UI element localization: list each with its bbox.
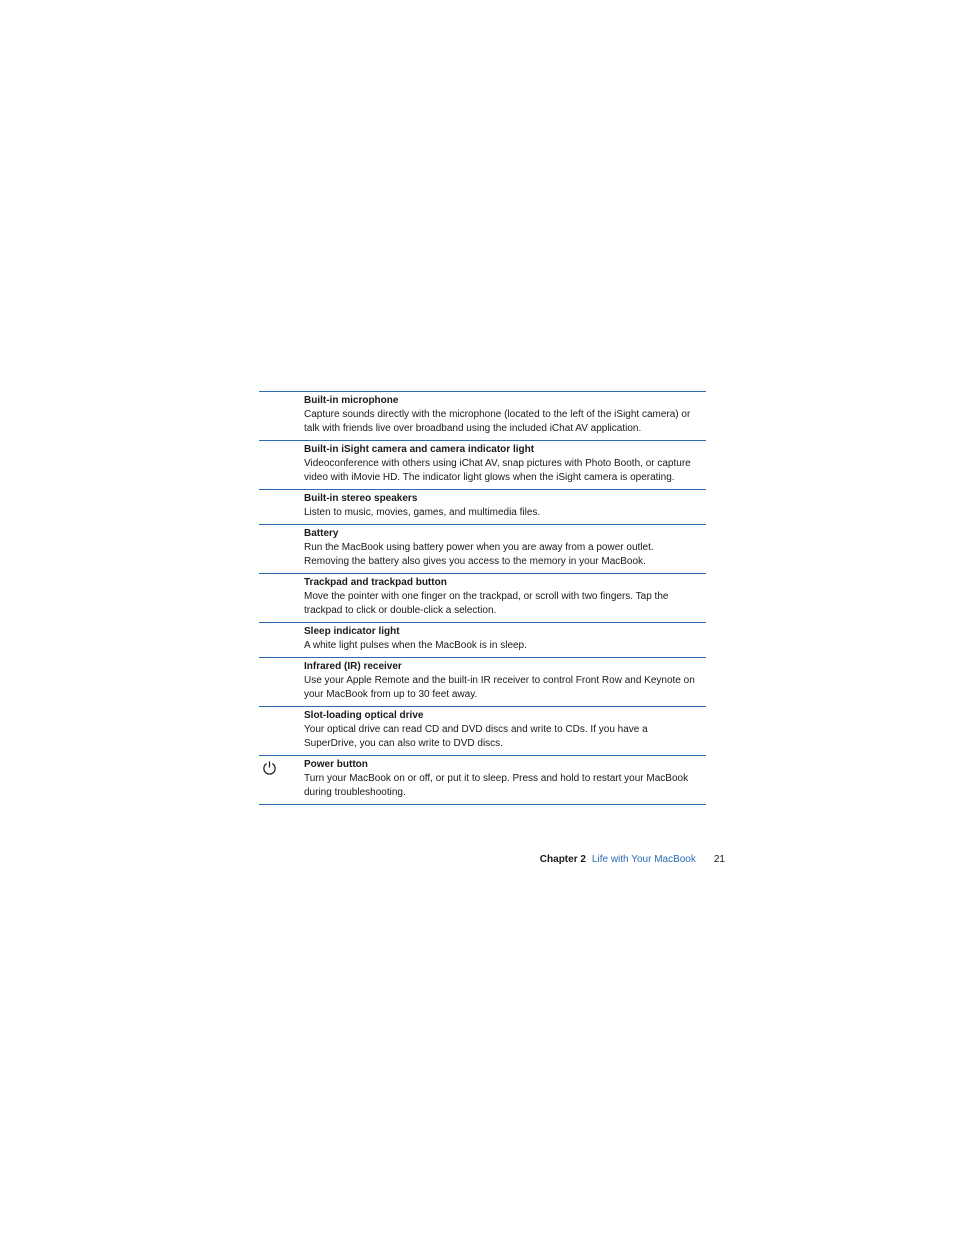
feature-list xyxy=(259,391,706,805)
chapter-label: Chapter 2 xyxy=(539,854,586,865)
feature-description: Listen to music, movies, games, and multimedia files. xyxy=(304,507,541,518)
feature-row xyxy=(259,574,706,623)
feature-row xyxy=(259,707,706,756)
feature-row xyxy=(259,392,706,441)
feature-title: Built-in stereo speakers xyxy=(304,493,418,504)
feature-title: Power button xyxy=(304,759,368,770)
feature-row xyxy=(259,525,706,574)
feature-title: Battery xyxy=(304,528,339,539)
feature-row xyxy=(259,623,706,658)
feature-row xyxy=(259,756,706,805)
feature-title: Built-in iSight camera and camera indicator light xyxy=(304,444,535,455)
feature-description: Run the MacBook using battery power when you are away from a power outlet. Removing the battery also gives you access to the memory in your MacBook. xyxy=(304,542,654,567)
feature-description: Capture sounds directly with the microphone (located to the left of the iSight camera) or talk with friends live over broadband using the included iChat AV application. xyxy=(304,409,691,434)
feature-description: Your optical drive can read CD and DVD discs and write to CDs. If you have a SuperDrive, you can also write to DVD discs. xyxy=(304,724,648,749)
feature-description: Videoconference with others using iChat AV, snap pictures with Photo Booth, or capture video with iMovie HD. The indicator light glows when the iSight camera is operating. xyxy=(304,458,691,483)
feature-title: Sleep indicator light xyxy=(304,626,400,637)
feature-row xyxy=(259,441,706,490)
feature-title: Built-in microphone xyxy=(304,395,399,406)
feature-description: Turn your MacBook on or off, or put it to sleep. Press and hold to restart your MacBook during troubleshooting. xyxy=(304,773,689,798)
feature-description: A white light pulses when the MacBook is in sleep. xyxy=(304,640,527,651)
power-icon xyxy=(262,760,277,775)
feature-description: Use your Apple Remote and the built-in IR receiver to control Front Row and Keynote on your MacBook from up to 30 feet away. xyxy=(304,675,695,700)
feature-title: Slot-loading optical drive xyxy=(304,710,424,721)
feature-description: Move the pointer with one finger on the trackpad, or scroll with two fingers. Tap the trackpad to click or double-click a selection. xyxy=(304,591,669,616)
feature-title: Trackpad and trackpad button xyxy=(304,577,447,588)
page-footer xyxy=(500,854,725,865)
feature-title: Infrared (IR) receiver xyxy=(304,661,402,672)
page-number: 21 xyxy=(713,854,725,865)
chapter-title-link[interactable]: Life with Your MacBook xyxy=(591,854,696,865)
feature-row xyxy=(259,490,706,525)
feature-row xyxy=(259,658,706,707)
